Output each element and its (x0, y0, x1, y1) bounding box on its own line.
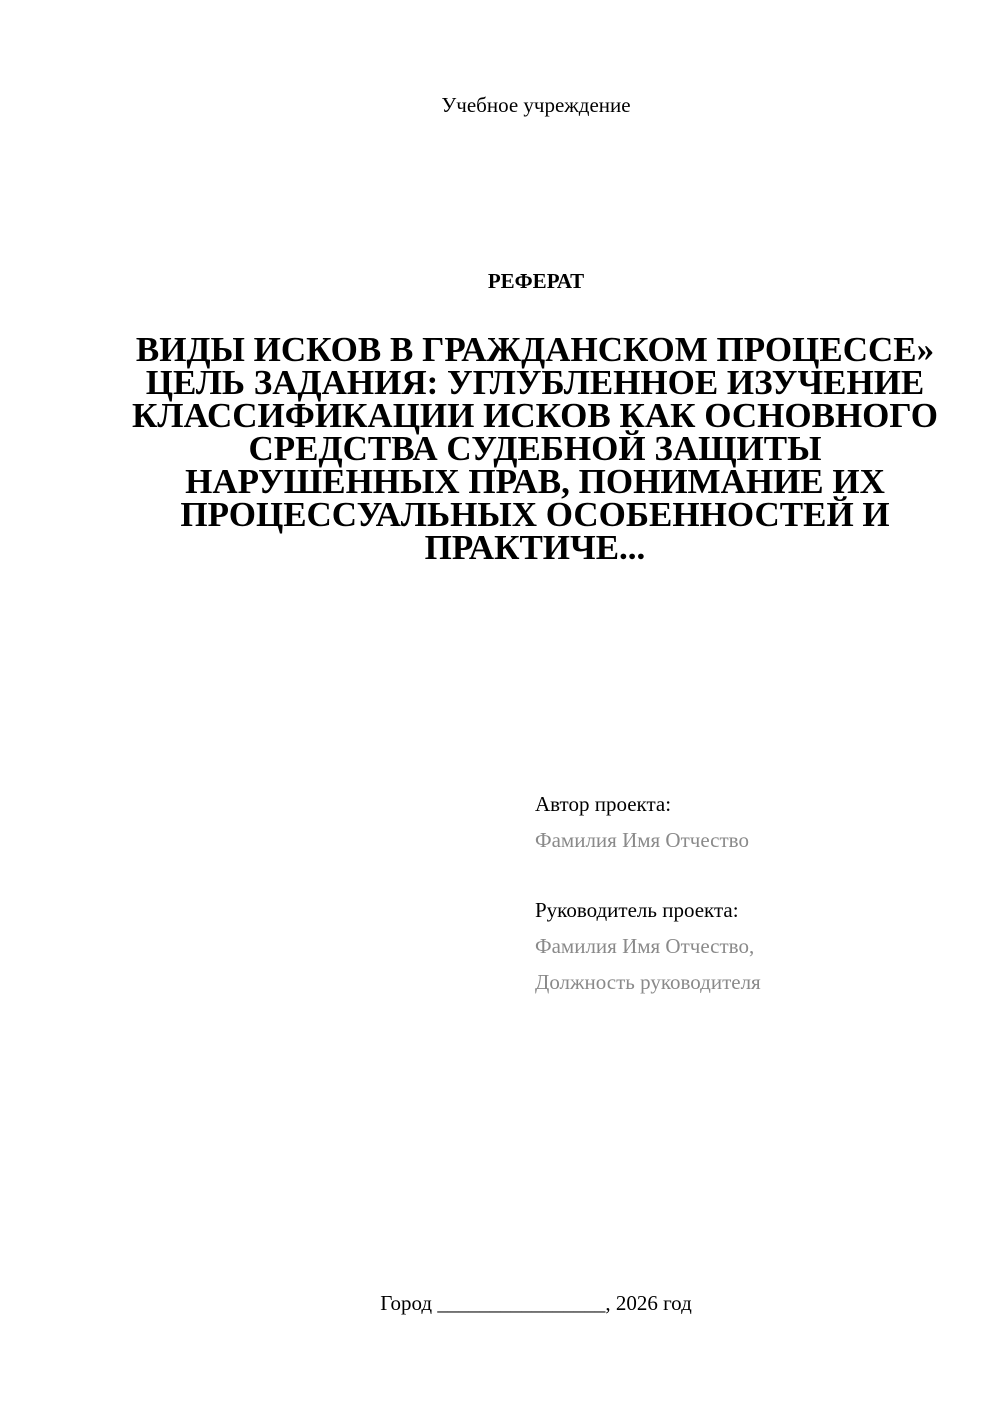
city-year-footer: Город ________________, 2026 год (380, 1291, 692, 1315)
supervisor-name-placeholder: Фамилия Имя Отчество, (535, 934, 755, 958)
author-block (535, 786, 955, 858)
document-title: ВИДЫ ИСКОВ В ГРАЖДАНСКОМ ПРОЦЕССЕ» ЦЕЛЬ ЗАДАНИЯ: УГЛУБЛЕННОЕ ИЗУЧЕНИЕ КЛАССИФИКАЦИИ ИСКОВ КАК ОСНОВНОГО СРЕДСТВА СУДЕБНОЙ ЗАЩИТЫ НАРУШЕННЫХ ПРАВ, ПОНИМАНИЕ ИХ ПРОЦЕССУАЛЬНЫХ ОСОБЕННОСТЕЙ И ПРАКТИЧЕ... (131, 330, 939, 567)
author-name-placeholder: Фамилия Имя Отчество (535, 828, 749, 852)
author-label: Автор проекта: (535, 792, 672, 816)
document-type: РЕФЕРАТ (487, 269, 585, 293)
institution-name: Учебное учреждение (441, 93, 631, 117)
supervisor-label: Руководитель проекта: (535, 898, 739, 922)
supervisor-position-placeholder: Должность руководителя (535, 970, 761, 994)
supervisor-block (535, 892, 955, 1000)
